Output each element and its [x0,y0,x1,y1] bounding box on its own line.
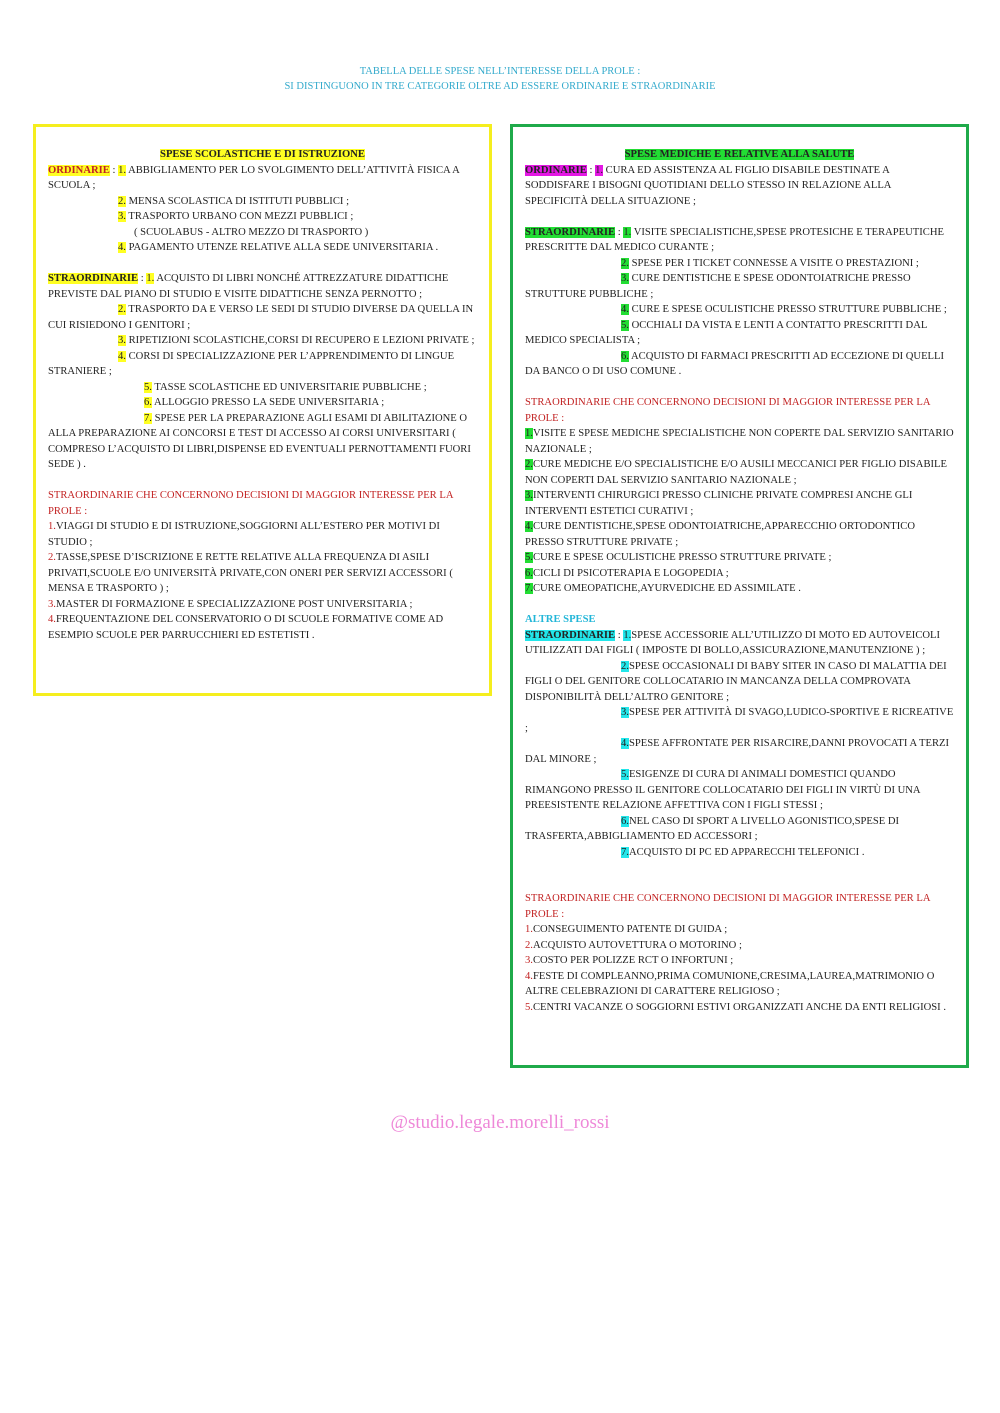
page-title [0,64,1000,94]
list-item: 3. TRASPORTO URBANO CON MEZZI PUBBLICI ; [118,211,354,222]
list-item: 3. CURE DENTISTICHE E SPESE ODONTOIATRICHE PRESSO STRUTTURE PUBBLICHE ; [525,273,911,300]
list-item: 7.ACQUISTO DI PC ED APPARECCHI TELEFONICI . [621,846,865,858]
list-item: 4.SPESE AFFRONTATE PER RISARCIRE,DANNI PROVOCATI A TERZI DAL MINORE ; [525,738,950,765]
item-number: 1. [118,164,127,176]
list-item: SCUOLA ; [48,180,96,191]
list-item: 3.INTERVENTI CHIRURGICI PRESSO CLINICHE PRIVATE COMPRESI ANCHE GLI INTERVENTI ESTETICI CURATIVI ; [525,490,913,517]
list-item: 1.VISITE E SPESE MEDICHE SPECIALISTICHE NON COPERTE DAL SERVIZIO SANITARIO NAZIONALE ; [525,428,954,455]
school-expenses-box [33,124,492,696]
list-item: ( SCUOLABUS - ALTRO MEZZO DI TRASPORTO ) [134,226,369,238]
list-item: 4.FREQUENTAZIONE DEL CONSERVATORIO O DI SCUOLE FORMATIVE COME AD ESEMPIO SCUOLE PER PARRUCCHIERI ED ESTETISTI . [48,614,444,641]
list-item: 2.TASSE,SPESE D’ISCRIZIONE E RETTE RELATIVE ALLA FREQUENZA DI ASILI PRIVATI,SCUOLE E/O UNIVERSITÀ PRIVATE,CON ONERI PER SERVIZI ACCESSORI ( MENSA E TRASPORTO ) ; [48,552,453,594]
list-item: 7.CURE OMEOPATICHE,AYURVEDICHE ED ASSIMILATE . [525,583,801,594]
list-item: 5.CENTRI VACANZE O SOGGIORNI ESTIVI ORGANIZZATI ANCHE DA ENTI RELIGIOSI . [525,1001,946,1013]
page-title-line1: TABELLA DELLE SPESE NELL’INTERESSE DELLA PROLE : [359,66,641,77]
list-item: STRAORDINARIE : 1. ACQUISTO DI LIBRI NONCHÉ ATTREZZATURE DIDATTICHE PREVISTE DAL PIANO DI STUDIO E VISITE DIDATTICHE SENZA PERNOTTO ; [48,273,449,300]
left-interesse-label: STRAORDINARIE CHE CONCERNONO DECISIONI DI MAGGIOR INTERESSE PER LA PROLE : [48,490,453,517]
list-item: 2.ACQUISTO AUTOVETTURA O MOTORINO ; [525,939,742,951]
list-item: 2.CURE MEDICHE E/O SPECIALISTICHE E/O AUSILI MECCANICI PER FIGLIO DISABILE NON COPERTI DAL SERVIZIO SANITARIO NAZIONALE ; [525,459,947,486]
list-item: 3.SPESE PER ATTIVITÀ DI SVAGO,LUDICO-SPORTIVE E RICREATIVE ; [525,707,954,734]
other-expenses-heading: ALTRE SPESE [525,614,596,625]
left-straordinarie-label: STRAORDINARIE [48,273,139,284]
list-item: 4.FESTE DI COMPLEANNO,PRIMA COMUNIONE,CRESIMA,LAUREA,MATRIMONIO O ALTRE CELEBRAZIONI DI CARATTERE RELIGIOSO ; [525,970,935,997]
list-item: 7. SPESE PER LA PREPARAZIONE AGLI ESAMI DI ABILITAZIONE O ALLA PREPARAZIONE AI CONCORSI E TEST DI ACCESSO AI CORSI UNIVERSITARI ( COMPRESO L’ACQUISTO DI LIBRI,DISPENSE ED EVENTUALI PERNOTTAMENTI FUORI SEDE ) . [48,412,471,470]
list-item: 6.CICLI DI PSICOTERAPIA E LOGOPEDIA ; [525,567,729,579]
list-item: 2. MENSA SCOLASTICA DI ISTITUTI PUBBLICI ; [118,195,350,207]
item-text: ABBIGLIAMENTO PER LO SVOLGIMENTO DELL’ATTIVITÀ FISICA A [126,164,460,176]
list-item: 2. SPESE PER I TICKET CONNESSE A VISITE O PRESTAZIONI ; [621,257,919,269]
list-item: 5. OCCHIALI DA VISTA E LENTI A CONTATTO PRESCRITTI DAL MEDICO SPECIALISTA ; [525,319,927,346]
right-ordinarie-label: ORDINARIE [525,164,587,176]
list-item: 5. TASSE SCOLASTICHE ED UNIVERSITARIE PUBBLICHE ; [144,381,427,393]
list-item: 6. ALLOGGIO PRESSO LA SEDE UNIVERSITARIA ; [144,397,385,408]
list-item: ORDINARIE : 1. CURA ED ASSISTENZA AL FIGLIO DISABILE DESTINATE A SODDISFARE I BISOGNI QUOTIDIANI DELLO STESSO IN RELAZIONE ALLA SPECIFICITÀ DELLA SITUAZIONE ; [525,164,891,207]
list-item: 2. TRASPORTO DA E VERSO LE SEDI DI STUDIO DIVERSE DA QUELLA IN CUI RISIEDONO I GENITORI ; [48,304,474,331]
list-item: 3. RIPETIZIONI SCOLASTICHE,CORSI DI RECUPERO E LEZIONI PRIVATE ; [118,335,475,346]
list-item: 6. ACQUISTO DI FARMACI PRESCRITTI AD ECCEZIONE DI QUELLI DA BANCO O DI USO COMUNE . [525,350,945,377]
list-item: STRAORDINARIE : 1. VISITE SPECIALISTICHE,SPESE PROTESICHE E TERAPEUTICHE PRESCRITTE DAL MEDICO CURANTE ; [525,226,944,253]
other-interesse-label: STRAORDINARIE CHE CONCERNONO DECISIONI DI MAGGIOR INTERESSE PER LA PROLE : [525,893,930,920]
medical-expenses-box [510,124,969,1068]
left-ordinarie-label: ORDINARIE [48,164,110,176]
list-item: 4. CURE E SPESE OCULISTICHE PRESSO STRUTTURE PUBBLICHE ; [621,304,947,315]
list-item: 6.NEL CASO DI SPORT A LIVELLO AGONISTICO,SPESE DI TRASFERTA,ABBIGLIAMENTO ED ACCESSORI ; [525,815,900,842]
school-expenses-heading: SPESE SCOLASTICHE E DI ISTRUZIONE [160,149,365,160]
list-item: 1.VIAGGI DI STUDIO E DI ISTRUZIONE,SOGGIORNI ALL’ESTERO PER MOTIVI DI STUDIO ; [48,521,440,548]
left-ordinarie-first-line: ORDINARIE : 1. ABBIGLIAMENTO PER LO SVOLGIMENTO DELL’ATTIVITÀ FISICA A [48,164,460,176]
list-item: 5.CURE E SPESE OCULISTICHE PRESSO STRUTTURE PRIVATE ; [525,552,832,563]
footer-handle: @studio.legale.morelli_rossi [390,1112,610,1133]
list-item: 2.SPESE OCCASIONALI DI BABY SITER IN CASO DI MALATTIA DEI FIGLI O DEL GENITORE COLLOCATARIO IN MANCANZA DELLA COMPROVATA DISPONIBILITÀ DELL’ALTRO GENITORE ; [525,660,947,703]
page-title-line2: SI DISTINGUONO IN TRE CATEGORIE OLTRE AD ESSERE ORDINARIE E STRAORDINARIE [284,81,716,92]
list-item: 4.CURE DENTISTICHE,SPESE ODONTOIATRICHE,APPARECCHIO ORTODONTICO PRESSO STRUTTURE PRIVATE ; [525,521,915,548]
list-item: STRAORDINARIE : 1.SPESE ACCESSORIE ALL’UTILIZZO DI MOTO ED AUTOVEICOLI UTILIZZATI DAI FIGLI ( IMPOSTE DI BOLLO,ASSICURAZIONE,MANUTENZIONE ) ; [525,629,941,656]
list-item: 5.ESIGENZE DI CURA DI ANIMALI DOMESTICI QUANDO RIMANGONO PRESSO IL GENITORE COLLOCATARIO DEI FIGLI IN VIRTÙ DI UNA PREESISTENTE RELAZIONE AFFETTIVA CON I FIGLI STESSI ; [525,769,920,811]
right-straordinarie-label: STRAORDINARIE [525,226,616,238]
list-item: 1.CONSEGUIMENTO PATENTE DI GUIDA ; [525,924,728,935]
other-straordinarie-label: STRAORDINARIE [525,629,616,641]
right-interesse-label: STRAORDINARIE CHE CONCERNONO DECISIONI DI MAGGIOR INTERESSE PER LA PROLE : [525,397,930,424]
list-item: 4. CORSI DI SPECIALIZZAZIONE PER L’APPRENDIMENTO DI LINGUE STRANIERE ; [48,350,455,377]
list-item: 3.MASTER DI FORMAZIONE E SPECIALIZZAZIONE POST UNIVERSITARIA ; [48,598,413,610]
list-item: 4. PAGAMENTO UTENZE RELATIVE ALLA SEDE UNIVERSITARIA . [118,242,439,253]
medical-expenses-heading: SPESE MEDICHE E RELATIVE ALLA SALUTE [624,149,855,160]
list-item: 3.COSTO PER POLIZZE RCT O INFORTUNI ; [525,955,734,966]
